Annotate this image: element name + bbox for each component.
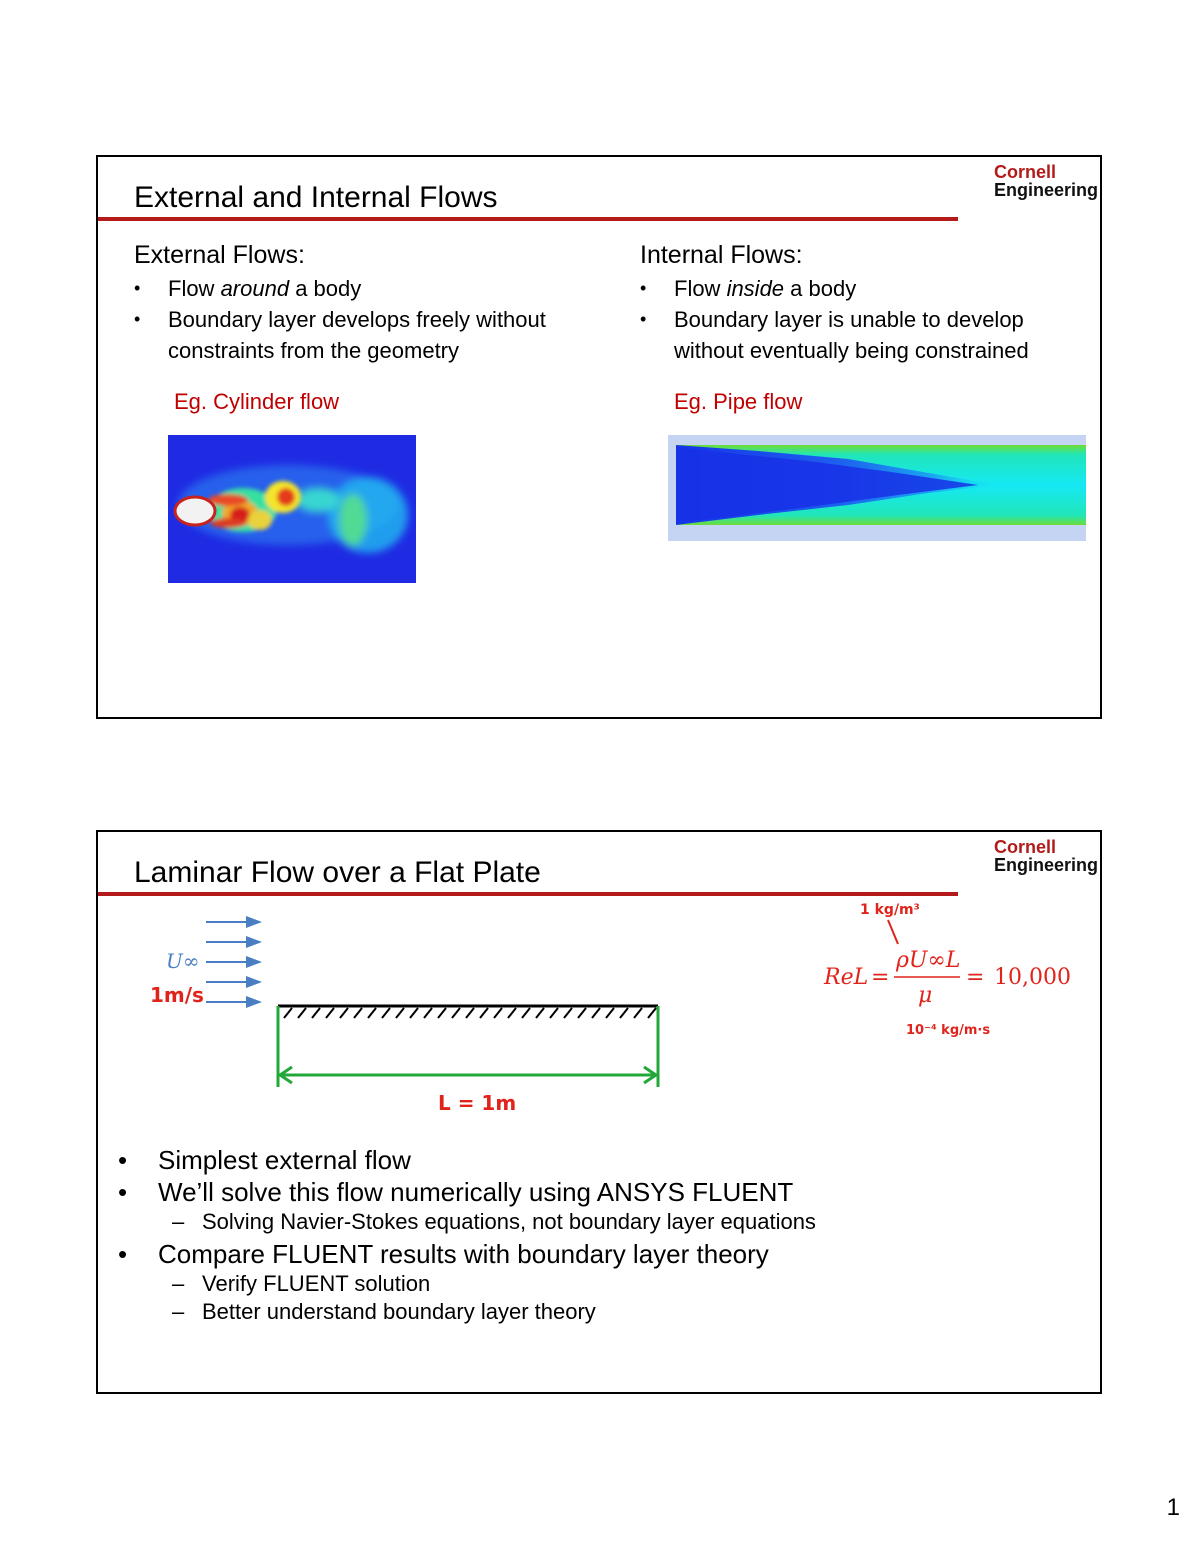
cornell-engineering-logo: Cornell Engineering: [993, 162, 1098, 200]
pipe-flow-caption: Eg. Pipe flow: [674, 389, 803, 414]
cylinder-flow-image: [168, 435, 416, 588]
freestream-arrows: [206, 922, 260, 1002]
list-item: • Compare FLUENT results with boundary layer theory: [118, 1239, 769, 1269]
handwritten-density: 1 kg/m³: [860, 902, 920, 918]
reynolds-numerator: ρU∞L: [896, 948, 961, 973]
external-flows-bullets: [134, 273, 604, 366]
flat-plate-diagram: [98, 832, 1100, 1132]
slide-external-internal-flows: [96, 155, 1102, 719]
list-item: • Simplest external flow: [118, 1145, 411, 1175]
list-item: • Flow around a body: [134, 276, 362, 301]
list-item: • Flow inside a body: [640, 276, 857, 301]
reynolds-denominator: μ: [918, 983, 933, 1008]
internal-flows-bullets: [640, 273, 1090, 366]
svg-text:=: =: [966, 965, 985, 990]
page-number: 1: [1166, 1494, 1180, 1521]
list-item: • We’ll solve this flow numerically using ANSYS FLUENT: [118, 1177, 794, 1207]
sub-list-item: – Better understand boundary layer theory: [172, 1299, 596, 1324]
cylinder-flow-caption: Eg. Cylinder flow: [174, 389, 340, 414]
plate-hatching: [284, 1008, 656, 1018]
external-flows-heading: External Flows:: [134, 241, 305, 269]
handwritten-velocity: 1m/s: [150, 983, 204, 1007]
slide-title: External and Internal Flows: [134, 181, 498, 214]
length-dimension: [278, 1006, 658, 1087]
internal-flows-heading: Internal Flows:: [640, 241, 803, 269]
slide-laminar-flat-plate: [96, 830, 1102, 1394]
flat-plate-bullets: [118, 1144, 816, 1328]
sub-list-item: – Verify FLUENT solution: [172, 1271, 431, 1296]
reynolds-lhs: ReL: [824, 965, 869, 990]
pipe-flow-image: [668, 435, 1086, 546]
svg-text:=: =: [871, 965, 890, 990]
freestream-velocity-label: U∞: [166, 949, 200, 973]
title-underline: [98, 217, 958, 221]
list-item: • Boundary layer develops freely without constraints from the geometry: [134, 307, 546, 363]
sub-list-item: – Solving Navier-Stokes equations, not boundary layer equations: [172, 1209, 816, 1234]
slide-title: Laminar Flow over a Flat Plate: [134, 856, 541, 889]
list-item: • Boundary layer is unable to develop without eventually being constrained: [640, 307, 1029, 363]
cornell-engineering-logo: Cornell Engineering: [993, 837, 1098, 875]
handwritten-viscosity: 10⁻⁴ kg/m·s: [906, 1023, 991, 1038]
length-label: L = 1m: [438, 1091, 517, 1115]
reynolds-value: 10,000: [994, 965, 1071, 990]
